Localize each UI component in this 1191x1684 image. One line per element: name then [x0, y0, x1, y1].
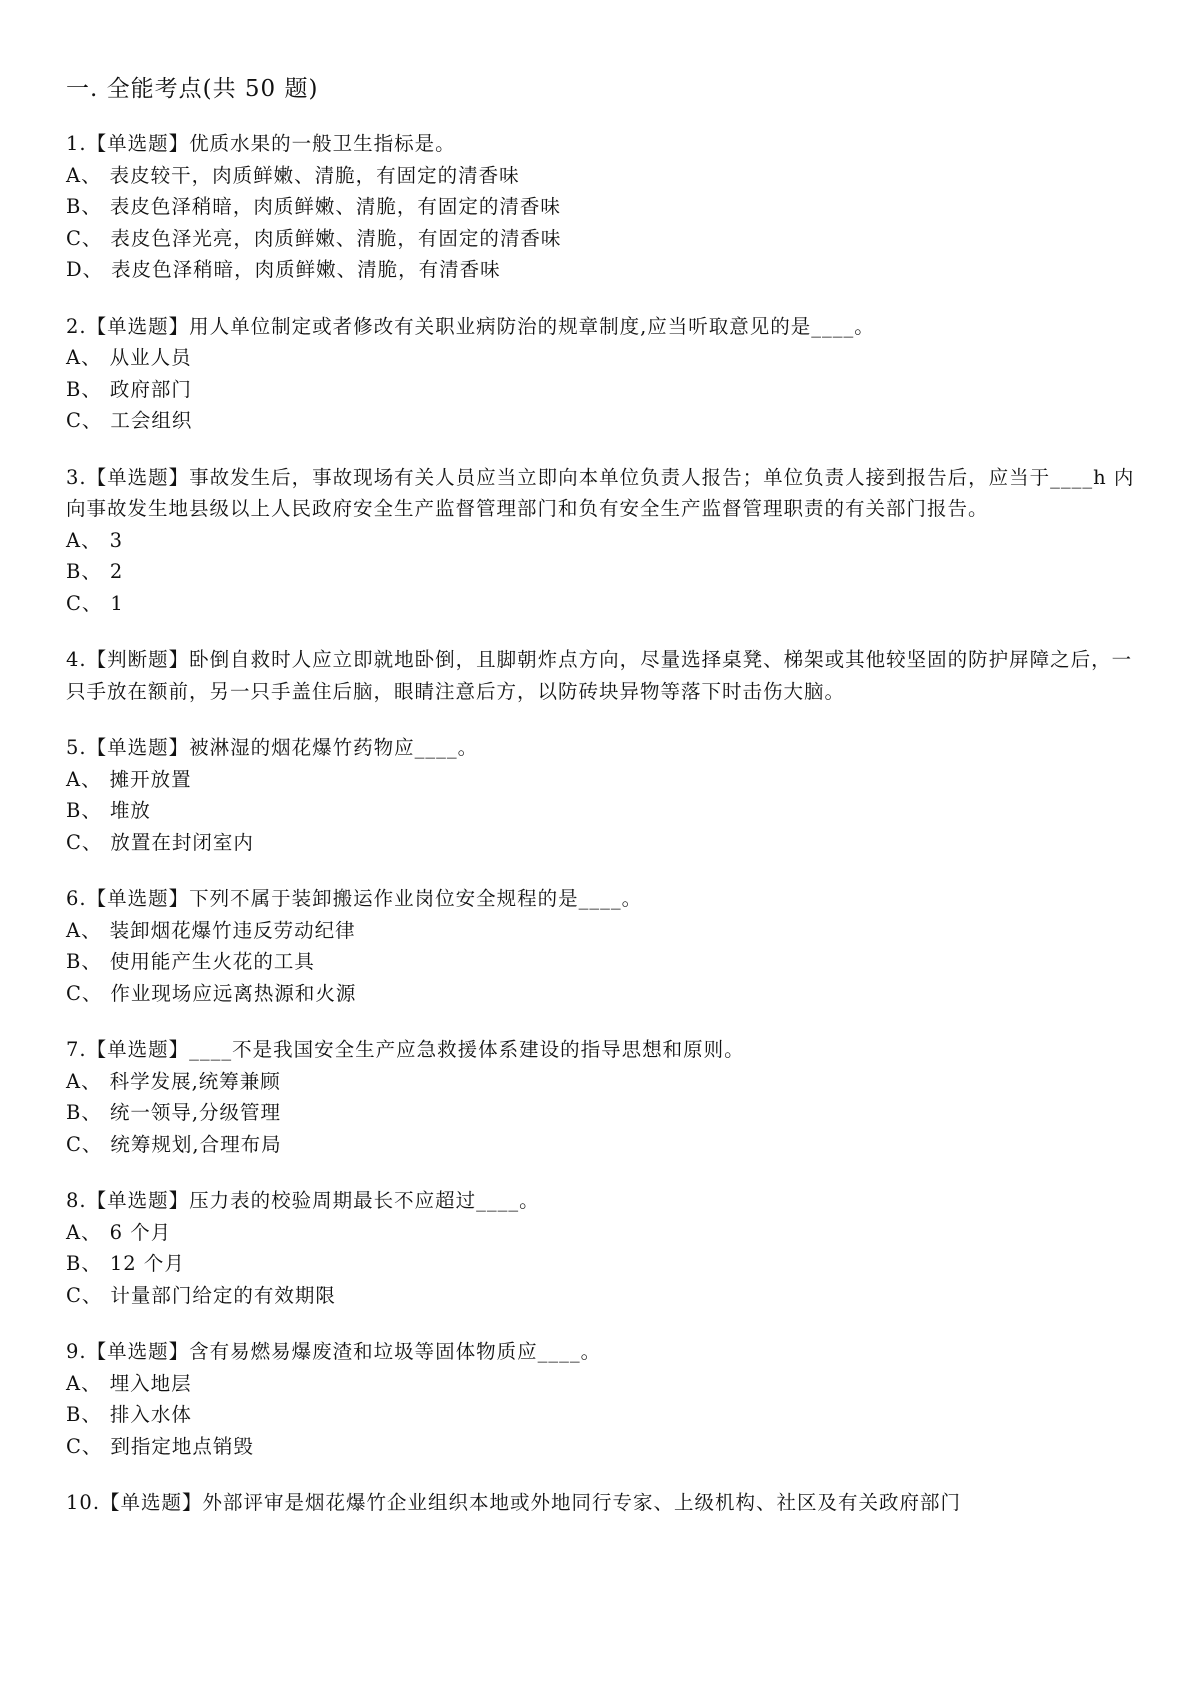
option-letter: B、	[66, 560, 102, 583]
option-letter: B、	[66, 377, 102, 401]
answer-option	[66, 374, 1136, 406]
option-letter: A、	[66, 346, 102, 369]
answer-option	[66, 1280, 1136, 1312]
question-block	[66, 1034, 1136, 1160]
answer-option	[66, 1399, 1136, 1431]
answer-option	[66, 1368, 1136, 1400]
answer-option	[66, 342, 1136, 374]
question-stem: 5.【单选题】被淋湿的烟花爆竹药物应____。	[66, 736, 479, 759]
option-letter: C、	[66, 409, 103, 432]
option-letter: B、	[66, 950, 102, 973]
answer-option	[66, 915, 1136, 947]
question-stem: 10.【单选题】外部评审是烟花爆竹企业组织本地或外地同行专家、上级机构、社区及有关政府部门	[66, 1491, 962, 1514]
option-text: 1	[110, 591, 124, 615]
option-text: 作业现场应远离热源和火源	[110, 981, 357, 1005]
option-text: 装卸烟花爆竹违反劳动纪律	[109, 918, 356, 942]
question-block	[66, 644, 1136, 707]
option-letter: C、	[66, 981, 103, 1005]
question-list	[66, 128, 1136, 1519]
question-block	[66, 128, 1136, 286]
question-block	[66, 462, 1136, 620]
option-text: 政府部门	[109, 377, 192, 401]
question-stem: 7.【单选题】____不是我国安全生产应急救援体系建设的指导思想和原则。	[66, 1038, 745, 1061]
question-block	[66, 1185, 1136, 1311]
option-letter: A、	[66, 767, 102, 791]
option-text: 表皮色泽稍暗，肉质鲜嫩、清脆，有清香味	[111, 258, 501, 281]
option-letter: C、	[66, 1434, 103, 1458]
option-letter: D、	[66, 258, 104, 281]
answer-option	[66, 764, 1136, 796]
option-text: 到指定地点销毁	[110, 1434, 254, 1458]
option-text: 计量部门给定的有效期限	[110, 1283, 336, 1307]
option-letter: B、	[66, 1403, 102, 1426]
answer-option	[66, 405, 1136, 437]
option-text: 排入水体	[109, 1403, 192, 1426]
question-block	[66, 883, 1136, 1009]
answer-option	[66, 556, 1136, 588]
answer-option	[66, 1129, 1136, 1161]
question-stem: 3.【单选题】事故发生后，事故现场有关人员应当立即向本单位负责人报告；单位负责人接到报告后，应当于____h 内向事故发生地县级以上人民政府安全生产监督管理部门和负有安全生产监督管理职责的有关部门报告。	[66, 465, 1135, 520]
option-letter: B、	[66, 1101, 102, 1124]
option-text: 表皮色泽稍暗，肉质鲜嫩、清脆，有固定的清香味	[109, 195, 561, 218]
question-block	[66, 1336, 1136, 1462]
answer-option	[66, 525, 1136, 557]
question-stem: 6.【单选题】下列不属于装卸搬运作业岗位安全规程的是____。	[66, 887, 643, 910]
option-text: 12 个月	[109, 1252, 185, 1275]
option-letter: B、	[66, 195, 102, 218]
option-letter: A、	[66, 163, 102, 187]
question-block	[66, 732, 1136, 858]
answer-option	[66, 223, 1136, 255]
option-letter: C、	[66, 591, 103, 615]
option-letter: A、	[66, 528, 102, 552]
option-text: 埋入地层	[109, 1371, 192, 1395]
option-letter: B、	[66, 799, 102, 822]
answer-option	[66, 1097, 1136, 1129]
answer-option	[66, 1248, 1136, 1280]
question-stem: 9.【单选题】含有易燃易爆废渣和垃圾等固体物质应____。	[66, 1340, 602, 1363]
answer-option	[66, 1066, 1136, 1098]
answer-option	[66, 946, 1136, 978]
question-stem: 2.【单选题】用人单位制定或者修改有关职业病防治的规章制度,应当听取意见的是____。	[66, 314, 875, 338]
answer-option	[66, 254, 1136, 286]
option-text: 6 个月	[109, 1220, 172, 1244]
answer-option	[66, 1217, 1136, 1249]
document-page	[66, 70, 1136, 1544]
option-text: 从业人员	[109, 346, 192, 369]
question-block	[66, 311, 1136, 437]
option-text: 3	[109, 528, 124, 552]
option-letter: A、	[66, 1220, 102, 1244]
option-text: 使用能产生火花的工具	[109, 950, 315, 973]
answer-option	[66, 978, 1136, 1010]
answer-option	[66, 160, 1136, 192]
question-stem: 4.【判断题】卧倒自救时人应立即就地卧倒，且脚朝炸点方向，尽量选择桌凳、梯架或其他较坚固的防护屏障之后，一只手放在额前，另一只手盖住后脑，眼睛注意后方，以防砖块异物等落下时击伤大脑。	[66, 648, 1133, 703]
answer-option	[66, 588, 1136, 620]
answer-option	[66, 1431, 1136, 1463]
option-text: 表皮较干，肉质鲜嫩、清脆，有固定的清香味	[109, 163, 520, 187]
answer-option	[66, 827, 1136, 859]
option-letter: A、	[66, 918, 102, 942]
option-letter: B、	[66, 1252, 102, 1275]
option-text: 堆放	[109, 799, 151, 822]
option-letter: C、	[66, 1283, 103, 1307]
option-text: 统筹规划,合理布局	[110, 1132, 282, 1156]
option-letter: A、	[66, 1069, 102, 1093]
option-text: 科学发展,统筹兼顾	[109, 1069, 281, 1093]
option-letter: C、	[66, 1132, 103, 1156]
answer-option	[66, 795, 1136, 827]
option-text: 摊开放置	[109, 767, 192, 791]
option-text: 放置在封闭室内	[110, 830, 254, 854]
option-letter: C、	[66, 226, 103, 250]
question-block	[66, 1487, 1136, 1519]
option-letter: A、	[66, 1371, 102, 1395]
option-text: 工会组织	[110, 409, 193, 432]
answer-option	[66, 191, 1136, 223]
option-text: 表皮色泽光亮，肉质鲜嫩、清脆，有固定的清香味	[110, 226, 562, 250]
question-stem: 1.【单选题】优质水果的一般卫生指标是。	[66, 132, 456, 155]
question-stem: 8.【单选题】压力表的校验周期最长不应超过____。	[66, 1189, 540, 1212]
option-text: 2	[109, 560, 124, 583]
section-title: 一. 全能考点(共 50 题)	[66, 76, 319, 102]
option-text: 统一领导,分级管理	[109, 1101, 282, 1124]
option-letter: C、	[66, 830, 103, 854]
